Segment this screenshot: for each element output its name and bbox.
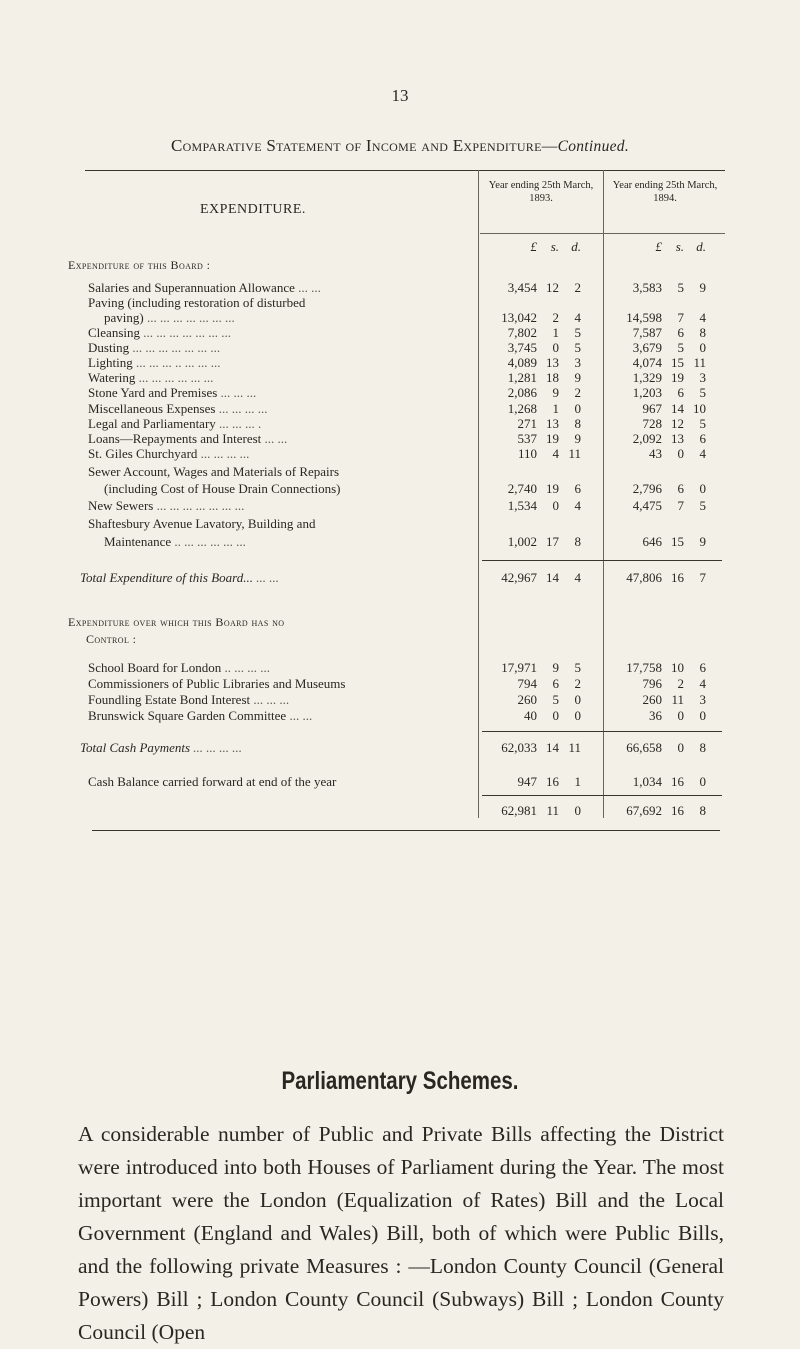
expenditure-row-dots: ... ... ... ...: [197, 446, 250, 461]
amount-1894-shillings: 0: [677, 446, 684, 461]
expenditure-row: [88, 431, 287, 447]
section-this-board-title: Expenditure of this Board :: [68, 258, 211, 272]
amount-1893-shillings: 0: [552, 498, 559, 513]
units-year-1: [485, 239, 581, 255]
amount-1894-shillings: 15: [671, 534, 684, 549]
amount-1893-pence: 8: [574, 416, 581, 431]
cash-total-1894-pence: 8: [699, 740, 706, 755]
subtotal-rule-2: [482, 731, 722, 732]
title-continued: Continued.: [557, 138, 630, 155]
grand-total-1893: [485, 803, 581, 819]
amount-1894-shillings: 10: [671, 660, 684, 675]
amount-1894: [610, 660, 706, 676]
no-control-row-text: Commissioners of Public Libraries and Museums: [88, 676, 346, 691]
amount-1894-shillings: 0: [677, 708, 684, 723]
amount-1893-pounds: 40: [524, 708, 537, 723]
expenditure-row: [88, 498, 244, 514]
no-control-row-text: School Board for London: [88, 660, 222, 675]
unit-pounds: £: [655, 239, 662, 254]
balance-1893-pence: 1: [574, 774, 581, 789]
total-1893-pounds: 42,967: [501, 570, 537, 585]
amount-1893-pence: 2: [574, 280, 581, 295]
amount-1894-pounds: 3,583: [632, 280, 662, 295]
amount-1893-pounds: 1,281: [507, 370, 537, 385]
amount-1893-shillings: 13: [546, 355, 559, 370]
amount-1894-pence: 5: [699, 498, 706, 513]
amount-1894-pence: 9: [699, 534, 706, 549]
amount-1893-shillings: 1: [552, 401, 559, 416]
amount-1894-pounds: 2,796: [632, 481, 662, 496]
amount-1893-shillings: 5: [552, 692, 559, 707]
expenditure-row-dots: ... ... ... ... ... ... ...: [129, 340, 221, 355]
amount-1894-pounds: 796: [642, 676, 662, 691]
table-top-rule: [85, 170, 725, 171]
unit-shillings: s.: [675, 239, 684, 254]
expenditure-row-text: Paving (including restoration of disturbed: [88, 295, 306, 310]
amount-1894-shillings: 6: [677, 481, 684, 496]
amount-1893: [485, 708, 581, 724]
amount-1893: [485, 370, 581, 386]
amount-1893: [485, 325, 581, 341]
amount-1893-pence: 5: [574, 340, 581, 355]
expenditure-row: [88, 340, 220, 356]
expenditure-row-text: Stone Yard and Premises: [88, 385, 218, 400]
expenditure-row-text: Legal and Parliamentary: [88, 416, 216, 431]
expenditure-row: [88, 325, 231, 341]
amount-1893-pence: 0: [574, 692, 581, 707]
amount-1893-pounds: 1,268: [507, 401, 537, 416]
table-bottom-rule: [92, 830, 720, 831]
body-paragraph: A considerable number of Public and Private Bills affecting the District were introduced into both Houses of Parliament during the Year. The most important were the London (Equalization of Rates) Bill and the Local Government (England and Wales) Bill, both of which were Public Bills, and the following private Measures : —London County Council (General Powers) Bill ; London County Council (Subways) Bill ; London County Council (Open: [78, 1122, 724, 1344]
unit-shillings: s.: [550, 239, 559, 254]
amount-1893-pence: 0: [574, 401, 581, 416]
amount-1893-pence: 4: [574, 498, 581, 513]
expenditure-row-text: Watering: [88, 370, 136, 385]
amount-1893: [485, 355, 581, 371]
expenditure-row: [104, 310, 235, 326]
no-control-row-dots: .. ... ... ...: [221, 660, 270, 675]
amount-1894-pence: 5: [699, 385, 706, 400]
amount-1894-shillings: 13: [671, 431, 684, 446]
no-control-row-text: Foundling Estate Bond Interest: [88, 692, 251, 707]
amount-1893: [485, 676, 581, 692]
units-year-2: [610, 239, 706, 255]
total-1894-pounds: 47,806: [626, 570, 662, 585]
amount-1893-shillings: 6: [552, 676, 559, 691]
unit-pounds: £: [530, 239, 537, 254]
total-cash-row: [80, 740, 242, 756]
page-number: 13: [391, 86, 409, 105]
expenditure-row-text: Lighting: [88, 355, 133, 370]
column-divider-2: [603, 170, 604, 818]
amount-1893-pounds: 2,740: [507, 481, 537, 496]
expenditure-row: [88, 401, 267, 417]
expenditure-row: [104, 534, 246, 550]
amount-1893-pence: 11: [568, 446, 581, 461]
amount-1894-pounds: 4,074: [632, 355, 662, 370]
amount-1893-pence: 9: [574, 431, 581, 446]
cash-total-1894-pounds: 66,658: [626, 740, 662, 755]
total-1894-pence: 7: [699, 570, 706, 585]
amount-1894-pounds: 43: [649, 446, 662, 461]
total-1893-pence: 4: [574, 570, 581, 585]
amount-1894-shillings: 7: [677, 310, 684, 325]
total-1893: [485, 570, 581, 586]
expenditure-row-dots: ... ... ...: [217, 385, 257, 400]
expenditure-row-dots: ... ... ... ... ... ... ...: [143, 310, 235, 325]
amount-1893-pounds: 1,534: [507, 498, 537, 513]
expenditure-row-text: New Sewers: [88, 498, 154, 513]
amount-1894-pence: 4: [699, 676, 706, 691]
amount-1894: [610, 355, 706, 371]
no-control-row-dots: ... ... ...: [250, 692, 290, 707]
expenditure-row: [88, 370, 213, 386]
amount-1894-pence: 3: [699, 370, 706, 385]
grand-total-1894-shillings: 16: [671, 803, 684, 818]
total-expenditure-row: [80, 570, 279, 586]
total-cash-row-dots: ... ... ... ...: [190, 740, 243, 755]
amount-1894-pence: 6: [699, 431, 706, 446]
amount-1893-shillings: 0: [552, 708, 559, 723]
cash-total-1893: [485, 740, 581, 756]
cash-total-1893-pence: 11: [568, 740, 581, 755]
amount-1893-pounds: 17,971: [501, 660, 537, 675]
amount-1894: [610, 280, 706, 296]
column-divider-1: [478, 170, 479, 818]
unit-pence: d.: [696, 239, 706, 254]
amount-1893: [485, 340, 581, 356]
expenditure-row: [88, 446, 249, 462]
amount-1894: [610, 340, 706, 356]
amount-1893: [485, 498, 581, 514]
expenditure-row-text: Dusting: [88, 340, 130, 355]
amount-1894-pounds: 7,587: [632, 325, 662, 340]
subtotal-rule-1: [482, 560, 722, 561]
amount-1894: [610, 310, 706, 326]
no-control-row-dots: ... ...: [286, 708, 313, 723]
header-rule: [480, 233, 725, 234]
amount-1894: [610, 676, 706, 692]
grand-total-1893-pounds: 62,981: [501, 803, 537, 818]
title-main: Comparative Statement of Income and Expenditure: [170, 136, 542, 155]
grand-total-1893-pence: 0: [574, 803, 581, 818]
year-1893-header: Year ending 25th March, 1893.: [488, 180, 594, 204]
total-cash-row-text: Total Cash Payments: [80, 740, 191, 755]
amount-1894: [610, 498, 706, 514]
amount-1894: [610, 431, 706, 447]
expenditure-row-text: Cleansing: [88, 325, 140, 340]
no-control-row-text: Brunswick Square Garden Committee: [88, 708, 287, 723]
expenditure-row-dots: ... ... ... ...: [215, 401, 268, 416]
amount-1894: [610, 325, 706, 341]
balance-1894: [610, 774, 706, 790]
amount-1893: [485, 385, 581, 401]
grand-total-1893-shillings: 11: [546, 803, 559, 818]
amount-1894-shillings: 15: [671, 355, 684, 370]
no-control-row: [88, 692, 289, 708]
balance-1893-pounds: 947: [517, 774, 537, 789]
amount-1894-pounds: 1,203: [632, 385, 662, 400]
amount-1894: [610, 534, 706, 550]
amount-1893: [485, 416, 581, 432]
cash-balance-row-text: Cash Balance carried forward at end of the year: [88, 774, 337, 789]
amount-1893-pounds: 13,042: [501, 310, 537, 325]
amount-1893: [485, 692, 581, 708]
amount-1893-pounds: 260: [517, 692, 537, 707]
grand-total-1894-pence: 8: [699, 803, 706, 818]
expenditure-row-dots: ... ... ... ... ... ...: [135, 370, 214, 385]
amount-1894-pounds: 3,679: [632, 340, 662, 355]
cash-balance-row: [88, 774, 336, 790]
amount-1893-pence: 5: [574, 660, 581, 675]
amount-1893-pounds: 3,454: [507, 280, 537, 295]
amount-1893-shillings: 9: [552, 385, 559, 400]
amount-1894-pounds: 728: [642, 416, 662, 431]
expenditure-row-text: Maintenance: [104, 534, 172, 549]
grand-total-1894-pounds: 67,692: [626, 803, 662, 818]
amount-1893-pence: 0: [574, 708, 581, 723]
balance-1894-shillings: 16: [671, 774, 684, 789]
amount-1893-pence: 2: [574, 385, 581, 400]
amount-1893-pounds: 271: [517, 416, 537, 431]
amount-1894-pence: 5: [699, 416, 706, 431]
amount-1894-pounds: 1,329: [632, 370, 662, 385]
year-1894-header: Year ending 25th March, 1894.: [612, 180, 718, 204]
amount-1893-pence: 4: [574, 310, 581, 325]
amount-1893-pounds: 3,745: [507, 340, 537, 355]
no-control-row: [88, 676, 345, 692]
cash-total-1893-pounds: 62,033: [501, 740, 537, 755]
expenditure-row: [104, 481, 341, 497]
amount-1894: [610, 692, 706, 708]
amount-1894-shillings: 6: [677, 325, 684, 340]
amount-1893: [485, 401, 581, 417]
expenditure-row-text: Loans—Repayments and Interest: [88, 431, 262, 446]
cash-total-1894: [610, 740, 706, 756]
section-no-control-title: Expenditure over which this Board has no: [68, 615, 285, 629]
expenditure-row-dots: .. ... ... ... ... ...: [171, 534, 246, 549]
amount-1894-pounds: 36: [649, 708, 662, 723]
expenditure-row-text: Miscellaneous Expenses: [88, 401, 216, 416]
amount-1894-shillings: 2: [677, 676, 684, 691]
amount-1894-pence: 0: [699, 481, 706, 496]
amount-1894-shillings: 19: [671, 370, 684, 385]
expenditure-row-text: Salaries and Superannuation Allowance: [88, 280, 295, 295]
amount-1893: [485, 280, 581, 296]
amount-1894-shillings: 12: [671, 416, 684, 431]
amount-1893: [485, 481, 581, 497]
amount-1893-shillings: 18: [546, 370, 559, 385]
expenditure-row-text: Shaftesbury Avenue Lavatory, Building and: [88, 516, 316, 531]
amount-1894: [610, 416, 706, 432]
amount-1893-shillings: 19: [546, 431, 559, 446]
amount-1893-shillings: 0: [552, 340, 559, 355]
amount-1894-shillings: 14: [671, 401, 684, 416]
amount-1894: [610, 370, 706, 386]
amount-1894-pence: 6: [699, 660, 706, 675]
amount-1894-pence: 3: [699, 692, 706, 707]
balance-1893: [485, 774, 581, 790]
expenditure-row: [88, 295, 305, 311]
amount-1894: [610, 481, 706, 497]
total-1893-shillings: 14: [546, 570, 559, 585]
total-expenditure-row-dots: ... ...: [252, 570, 279, 585]
amount-1894-pence: 0: [699, 340, 706, 355]
amount-1894-pence: 4: [699, 446, 706, 461]
amount-1893-pounds: 537: [517, 431, 537, 446]
amount-1893: [485, 310, 581, 326]
amount-1893-pence: 6: [574, 481, 581, 496]
expenditure-header: EXPENDITURE.: [200, 202, 306, 217]
amount-1894-shillings: 11: [671, 692, 684, 707]
amount-1894-pounds: 2,092: [632, 431, 662, 446]
expenditure-row: [88, 355, 221, 371]
grand-total-1894: [610, 803, 706, 819]
page-title: [0, 136, 800, 156]
amount-1893-pence: 3: [574, 355, 581, 370]
amount-1894-shillings: 6: [677, 385, 684, 400]
unit-pence: d.: [571, 239, 581, 254]
grand-total-rule: [482, 795, 722, 796]
balance-1894-pence: 0: [699, 774, 706, 789]
amount-1893-shillings: 4: [552, 446, 559, 461]
expenditure-row-text: (including Cost of House Drain Connections): [104, 481, 341, 496]
amount-1893-pence: 2: [574, 676, 581, 691]
amount-1893-pounds: 110: [517, 446, 537, 461]
expenditure-row-dots: ... ... ... .: [215, 416, 262, 431]
amount-1893-shillings: 1: [552, 325, 559, 340]
amount-1893-shillings: 19: [546, 481, 559, 496]
amount-1893-pounds: 794: [517, 676, 537, 691]
section-heading: Parliamentary Schemes.: [281, 1067, 519, 1095]
expenditure-row-dots: ... ... ... ... ... ... ...: [140, 325, 231, 340]
amount-1894-pounds: 260: [642, 692, 662, 707]
expenditure-row-dots: ... ... ... .. ... ... ...: [132, 355, 221, 370]
expenditure-row-text: paving): [104, 310, 144, 325]
amount-1893-pounds: 7,802: [507, 325, 537, 340]
amount-1893-shillings: 13: [546, 416, 559, 431]
amount-1894-pounds: 14,598: [626, 310, 662, 325]
amount-1894: [610, 708, 706, 724]
expenditure-row: [88, 516, 315, 532]
amount-1894: [610, 401, 706, 417]
section-no-control-title-2: Control :: [86, 632, 137, 646]
expenditure-row-dots: ... ...: [294, 280, 321, 295]
balance-1893-shillings: 16: [546, 774, 559, 789]
amount-1894-shillings: 5: [677, 280, 684, 295]
amount-1894-pence: 8: [699, 325, 706, 340]
amount-1893: [485, 534, 581, 550]
expenditure-row-dots: ... ... ... ... ... ... ...: [153, 498, 245, 513]
amount-1894-pence: 10: [693, 401, 706, 416]
amount-1894-pounds: 967: [642, 401, 662, 416]
cash-total-1894-shillings: 0: [677, 740, 684, 755]
amount-1894-pounds: 4,475: [632, 498, 662, 513]
total-expenditure-row-text: Total Expenditure of this Board...: [80, 570, 253, 585]
expenditure-row: [88, 416, 261, 432]
expenditure-row-dots: ... ...: [261, 431, 288, 446]
amount-1893-shillings: 17: [546, 534, 559, 549]
expenditure-row: [88, 464, 339, 480]
cash-total-1893-shillings: 14: [546, 740, 559, 755]
total-1894: [610, 570, 706, 586]
amount-1893-shillings: 9: [552, 660, 559, 675]
amount-1893-pence: 5: [574, 325, 581, 340]
amount-1894-pounds: 17,758: [626, 660, 662, 675]
amount-1893: [485, 446, 581, 462]
expenditure-row: [88, 385, 256, 401]
amount-1893-pounds: 1,002: [507, 534, 537, 549]
expenditure-row: [88, 280, 321, 296]
no-control-row: [88, 708, 312, 724]
amount-1894-shillings: 5: [677, 340, 684, 355]
amount-1894-pence: 11: [693, 355, 706, 370]
amount-1894-pence: 0: [699, 708, 706, 723]
title-dash: —: [541, 138, 558, 155]
amount-1893: [485, 660, 581, 676]
amount-1893-pounds: 4,089: [507, 355, 537, 370]
expenditure-row-text: St. Giles Churchyard: [88, 446, 198, 461]
amount-1893-pence: 8: [574, 534, 581, 549]
amount-1894: [610, 385, 706, 401]
amount-1894-pence: 9: [699, 280, 706, 295]
amount-1894-pounds: 646: [642, 534, 662, 549]
balance-1894-pounds: 1,034: [632, 774, 662, 789]
amount-1894-pence: 4: [699, 310, 706, 325]
expenditure-row-text: Sewer Account, Wages and Materials of Repairs: [88, 464, 340, 479]
no-control-row: [88, 660, 270, 676]
amount-1893-pence: 9: [574, 370, 581, 385]
amount-1893-shillings: 2: [552, 310, 559, 325]
total-1894-shillings: 16: [671, 570, 684, 585]
amount-1894-shillings: 7: [677, 498, 684, 513]
amount-1893: [485, 431, 581, 447]
amount-1893-pounds: 2,086: [507, 385, 537, 400]
amount-1894: [610, 446, 706, 462]
amount-1893-shillings: 12: [546, 280, 559, 295]
